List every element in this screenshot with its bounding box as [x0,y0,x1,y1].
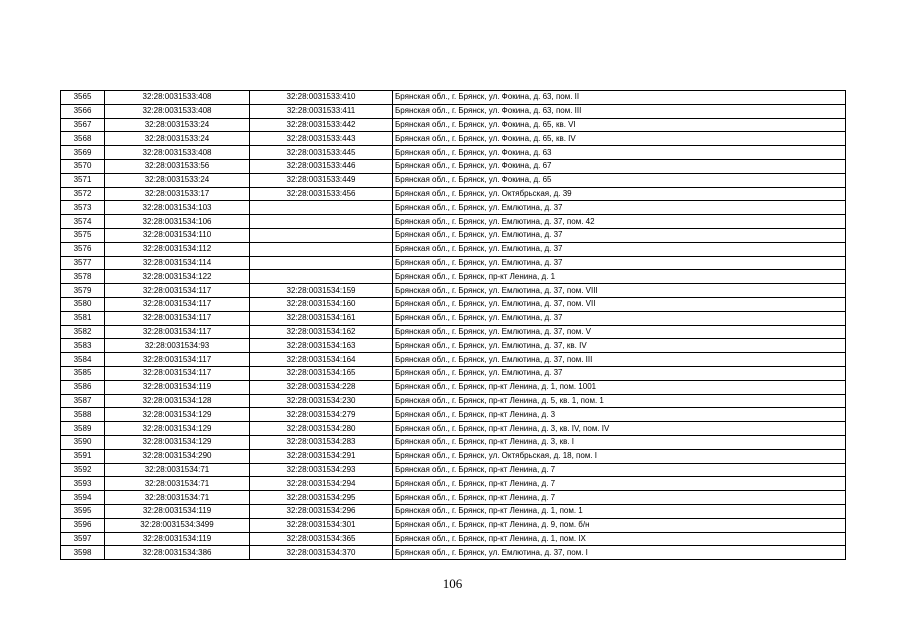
cadastral-number-cell: 32:28:0031533:17 [105,187,250,201]
row-number-cell: 3589 [61,422,105,436]
table-row [61,380,846,394]
table-row [61,491,846,505]
row-number-cell: 3577 [61,256,105,270]
table-row [61,339,846,353]
table-row [61,228,846,242]
row-number-cell: 3585 [61,366,105,380]
address-cell: Брянская обл., г. Брянск, пр-кт Ленина, д. 9, пом. б/н [393,518,846,532]
cadastral-number-cell: 32:28:0031534:122 [105,270,250,284]
object-cadastral-number-cell: 32:28:0031534:161 [250,311,393,325]
row-number-cell: 3567 [61,118,105,132]
registry-table [60,90,846,560]
row-number-cell: 3587 [61,394,105,408]
address-cell: Брянская обл., г. Брянск, ул. Фокина, д. 63, пом. II [393,91,846,105]
object-cadastral-number-cell: 32:28:0031534:162 [250,325,393,339]
object-cadastral-number-cell: 32:28:0031533:456 [250,187,393,201]
address-cell: Брянская обл., г. Брянск, ул. Емлютина, д. 37, пом. V [393,325,846,339]
table-row [61,366,846,380]
table-row [61,256,846,270]
row-number-cell: 3570 [61,159,105,173]
address-cell: Брянская обл., г. Брянск, пр-кт Ленина, д. 7 [393,491,846,505]
table-row [61,215,846,229]
page-number: 106 [442,576,463,591]
row-number-cell: 3593 [61,477,105,491]
address-cell: Брянская обл., г. Брянск, ул. Емлютина, д. 37 [393,242,846,256]
row-number-cell: 3566 [61,104,105,118]
row-number-cell: 3579 [61,284,105,298]
cadastral-number-cell: 32:28:0031534:117 [105,284,250,298]
object-cadastral-number-cell [250,242,393,256]
cadastral-number-cell: 32:28:0031533:56 [105,159,250,173]
object-cadastral-number-cell: 32:28:0031534:301 [250,518,393,532]
cadastral-number-cell: 32:28:0031534:128 [105,394,250,408]
cadastral-number-cell: 32:28:0031534:129 [105,408,250,422]
object-cadastral-number-cell: 32:28:0031534:291 [250,449,393,463]
table-row [61,132,846,146]
row-number-cell: 3588 [61,408,105,422]
object-cadastral-number-cell: 32:28:0031534:230 [250,394,393,408]
object-cadastral-number-cell: 32:28:0031534:165 [250,366,393,380]
row-number-cell: 3576 [61,242,105,256]
address-cell: Брянская обл., г. Брянск, ул. Фокина, д. 65, кв. VI [393,118,846,132]
address-cell: Брянская обл., г. Брянск, ул. Емлютина, д. 37, пом. VIII [393,284,846,298]
row-number-cell: 3569 [61,146,105,160]
table-row [61,118,846,132]
address-cell: Брянская обл., г. Брянск, пр-кт Ленина, д. 1, пом. 1001 [393,380,846,394]
table-row [61,284,846,298]
row-number-cell: 3580 [61,297,105,311]
address-cell: Брянская обл., г. Брянск, пр-кт Ленина, д. 3, кв. IV, пом. IV [393,422,846,436]
cadastral-number-cell: 32:28:0031534:3499 [105,518,250,532]
address-cell: Брянская обл., г. Брянск, пр-кт Ленина, д. 3, кв. I [393,435,846,449]
table-row [61,463,846,477]
object-cadastral-number-cell [250,215,393,229]
object-cadastral-number-cell: 32:28:0031533:445 [250,146,393,160]
address-cell: Брянская обл., г. Брянск, ул. Фокина, д. 63, пом. III [393,104,846,118]
address-cell: Брянская обл., г. Брянск, ул. Емлютина, д. 37, пом. 42 [393,215,846,229]
object-cadastral-number-cell: 32:28:0031534:283 [250,435,393,449]
row-number-cell: 3565 [61,91,105,105]
object-cadastral-number-cell: 32:28:0031534:159 [250,284,393,298]
object-cadastral-number-cell: 32:28:0031534:293 [250,463,393,477]
cadastral-number-cell: 32:28:0031534:119 [105,380,250,394]
address-cell: Брянская обл., г. Брянск, пр-кт Ленина, д. 5, кв. 1, пом. 1 [393,394,846,408]
object-cadastral-number-cell: 32:28:0031533:410 [250,91,393,105]
address-cell: Брянская обл., г. Брянск, ул. Емлютина, д. 37 [393,366,846,380]
cadastral-number-cell: 32:28:0031534:117 [105,311,250,325]
cadastral-number-cell: 32:28:0031533:408 [105,104,250,118]
object-cadastral-number-cell: 32:28:0031534:164 [250,353,393,367]
address-cell: Брянская обл., г. Брянск, ул. Емлютина, д. 37 [393,256,846,270]
table-row [61,477,846,491]
table-row [61,146,846,160]
object-cadastral-number-cell: 32:28:0031533:449 [250,173,393,187]
address-cell: Брянская обл., г. Брянск, ул. Емлютина, д. 37, пом. VII [393,297,846,311]
address-cell: Брянская обл., г. Брянск, пр-кт Ленина, д. 1 [393,270,846,284]
row-number-cell: 3568 [61,132,105,146]
object-cadastral-number-cell [250,228,393,242]
object-cadastral-number-cell: 32:28:0031534:365 [250,532,393,546]
object-cadastral-number-cell: 32:28:0031534:370 [250,546,393,560]
table-row [61,325,846,339]
address-cell: Брянская обл., г. Брянск, ул. Емлютина, д. 37 [393,201,846,215]
object-cadastral-number-cell: 32:28:0031534:228 [250,380,393,394]
address-cell: Брянская обл., г. Брянск, пр-кт Ленина, д. 7 [393,463,846,477]
cadastral-number-cell: 32:28:0031534:117 [105,366,250,380]
row-number-cell: 3590 [61,435,105,449]
address-cell: Брянская обл., г. Брянск, ул. Фокина, д. 67 [393,159,846,173]
cadastral-number-cell: 32:28:0031534:114 [105,256,250,270]
address-cell: Брянская обл., г. Брянск, ул. Октябрьская, д. 18, пом. I [393,449,846,463]
address-cell: Брянская обл., г. Брянск, ул. Емлютина, д. 37, кв. IV [393,339,846,353]
cadastral-number-cell: 32:28:0031533:408 [105,146,250,160]
table-row [61,311,846,325]
cadastral-number-cell: 32:28:0031534:106 [105,215,250,229]
object-cadastral-number-cell: 32:28:0031533:442 [250,118,393,132]
cadastral-number-cell: 32:28:0031533:408 [105,91,250,105]
address-cell: Брянская обл., г. Брянск, пр-кт Ленина, д. 1, пом. IX [393,532,846,546]
row-number-cell: 3574 [61,215,105,229]
row-number-cell: 3575 [61,228,105,242]
cadastral-number-cell: 32:28:0031534:71 [105,463,250,477]
object-cadastral-number-cell [250,201,393,215]
cadastral-number-cell: 32:28:0031534:71 [105,491,250,505]
registry-table-body [61,91,846,560]
cadastral-number-cell: 32:28:0031533:24 [105,173,250,187]
address-cell: Брянская обл., г. Брянск, ул. Емлютина, д. 37 [393,311,846,325]
object-cadastral-number-cell: 32:28:0031534:295 [250,491,393,505]
address-cell: Брянская обл., г. Брянск, ул. Фокина, д. 65, кв. IV [393,132,846,146]
row-number-cell: 3581 [61,311,105,325]
cadastral-number-cell: 32:28:0031534:129 [105,422,250,436]
table-row [61,242,846,256]
row-number-cell: 3598 [61,546,105,560]
table-row [61,435,846,449]
table-row [61,546,846,560]
row-number-cell: 3584 [61,353,105,367]
cadastral-number-cell: 32:28:0031534:129 [105,435,250,449]
table-row [61,518,846,532]
cadastral-number-cell: 32:28:0031534:117 [105,325,250,339]
address-cell: Брянская обл., г. Брянск, ул. Фокина, д. 63 [393,146,846,160]
cadastral-number-cell: 32:28:0031534:290 [105,449,250,463]
table-row [61,353,846,367]
row-number-cell: 3592 [61,463,105,477]
cadastral-number-cell: 32:28:0031534:112 [105,242,250,256]
table-row [61,394,846,408]
row-number-cell: 3594 [61,491,105,505]
object-cadastral-number-cell: 32:28:0031533:443 [250,132,393,146]
object-cadastral-number-cell: 32:28:0031534:294 [250,477,393,491]
object-cadastral-number-cell: 32:28:0031534:280 [250,422,393,436]
cadastral-number-cell: 32:28:0031534:386 [105,546,250,560]
object-cadastral-number-cell: 32:28:0031534:160 [250,297,393,311]
object-cadastral-number-cell [250,256,393,270]
object-cadastral-number-cell: 32:28:0031533:411 [250,104,393,118]
address-cell: Брянская обл., г. Брянск, ул. Октябрьская, д. 39 [393,187,846,201]
table-row [61,449,846,463]
row-number-cell: 3583 [61,339,105,353]
cadastral-number-cell: 32:28:0031534:110 [105,228,250,242]
cadastral-number-cell: 32:28:0031534:117 [105,297,250,311]
cadastral-number-cell: 32:28:0031534:71 [105,477,250,491]
cadastral-number-cell: 32:28:0031534:119 [105,504,250,518]
table-row [61,104,846,118]
row-number-cell: 3572 [61,187,105,201]
address-cell: Брянская обл., г. Брянск, ул. Емлютина, д. 37, пом. I [393,546,846,560]
table-row [61,187,846,201]
address-cell: Брянская обл., г. Брянск, ул. Емлютина, д. 37 [393,228,846,242]
object-cadastral-number-cell [250,270,393,284]
cadastral-number-cell: 32:28:0031534:117 [105,353,250,367]
object-cadastral-number-cell: 32:28:0031534:279 [250,408,393,422]
address-cell: Брянская обл., г. Брянск, пр-кт Ленина, д. 7 [393,477,846,491]
table-row [61,297,846,311]
table-row [61,270,846,284]
address-cell: Брянская обл., г. Брянск, пр-кт Ленина, д. 3 [393,408,846,422]
row-number-cell: 3591 [61,449,105,463]
object-cadastral-number-cell: 32:28:0031533:446 [250,159,393,173]
table-row [61,532,846,546]
row-number-cell: 3573 [61,201,105,215]
table-row [61,504,846,518]
table-row [61,173,846,187]
row-number-cell: 3596 [61,518,105,532]
cadastral-number-cell: 32:28:0031534:119 [105,532,250,546]
cadastral-number-cell: 32:28:0031533:24 [105,132,250,146]
table-row [61,422,846,436]
row-number-cell: 3595 [61,504,105,518]
address-cell: Брянская обл., г. Брянск, пр-кт Ленина, д. 1, пом. 1 [393,504,846,518]
cadastral-number-cell: 32:28:0031534:93 [105,339,250,353]
table-row [61,408,846,422]
object-cadastral-number-cell: 32:28:0031534:296 [250,504,393,518]
row-number-cell: 3578 [61,270,105,284]
table-row [61,201,846,215]
table-row [61,91,846,105]
address-cell: Брянская обл., г. Брянск, ул. Фокина, д. 65 [393,173,846,187]
row-number-cell: 3582 [61,325,105,339]
cadastral-number-cell: 32:28:0031533:24 [105,118,250,132]
address-cell: Брянская обл., г. Брянск, ул. Емлютина, д. 37, пом. III [393,353,846,367]
table-row [61,159,846,173]
row-number-cell: 3571 [61,173,105,187]
object-cadastral-number-cell: 32:28:0031534:163 [250,339,393,353]
row-number-cell: 3586 [61,380,105,394]
row-number-cell: 3597 [61,532,105,546]
cadastral-number-cell: 32:28:0031534:103 [105,201,250,215]
